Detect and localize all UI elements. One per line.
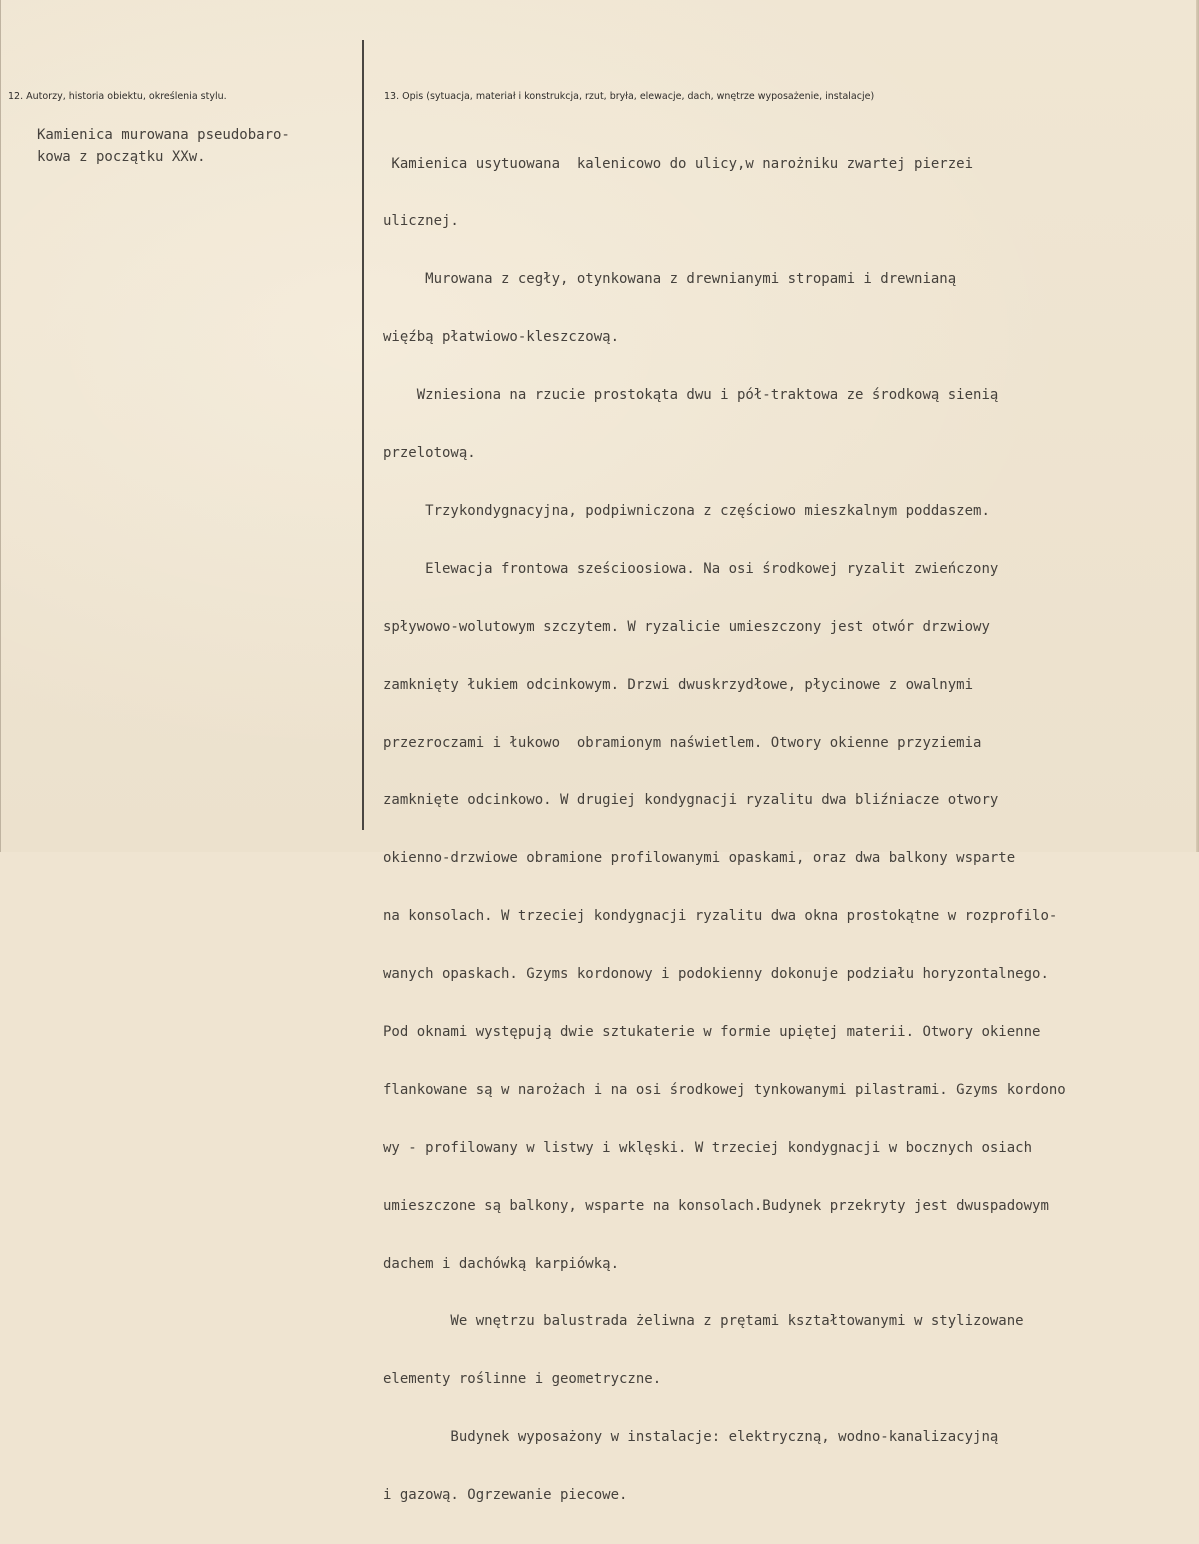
text-line: ulicznej. (383, 213, 459, 230)
text-line: i gazową. Ogrzewanie piecowe. (383, 1487, 628, 1504)
field-13-header: 13. Opis (sytuacja, materiał i konstrukcja, rzut, bryła, elewacje, dach, wnętrze wyposażenie, instalacje) (384, 91, 875, 102)
text-line: wy - profilowany w listwy i wklęski. W trzeciej kondygnacji w bocznych osiach (383, 1139, 1033, 1156)
text-line: przelotową. (383, 445, 476, 462)
text-line: Budynek wyposażony w instalacje: elektryczną, wodno-kanalizacyjną (383, 1429, 999, 1446)
text-line: wanych opaskach. Gzyms kordonowy i podokienny dokonuje podziału horyzontalnego. (383, 966, 1049, 983)
field-13-content (383, 116, 1198, 1544)
text-line: więźbą płatwiowo-kleszczową. (383, 329, 620, 346)
text-line: okienno-drzwiowe obramione profilowanymi opaskami, oraz dwa balkony wsparte (383, 850, 1016, 867)
text-line: Murowana z cegły, otynkowana z drewnianymi stropami i drewnianą (383, 271, 957, 288)
text-line: Kamienica murowana pseudobaro- (37, 127, 290, 143)
field-12-header: 12. Autorzy, historia obiektu, określenia stylu. (8, 91, 227, 102)
text-line: flankowane są w narożach i na osi środkowej tynkowanymi pilastrami. Gzyms kordono (383, 1081, 1066, 1098)
field-12-content (37, 124, 357, 168)
text-line: przezroczami i łukowo obramionym naświetlem. Otwory okienne przyziemia (383, 734, 982, 751)
text-line: Wzniesiona na rzucie prostokąta dwu i pół-traktowa ze środkową sienią (383, 387, 999, 404)
text-line: umieszczone są balkony, wsparte na konsolach.Budynek przekryty jest dwuspadowym (383, 1197, 1049, 1214)
column-divider (362, 40, 364, 830)
text-line: zamknięty łukiem odcinkowym. Drzwi dwuskrzydłowe, płycinowe z owalnymi (383, 676, 974, 693)
text-line: dachem i dachówką karpiówką. (383, 1255, 620, 1272)
text-line: zamknięte odcinkowo. W drugiej kondygnacji ryzalitu dwa bliźniacze otwory (383, 792, 999, 809)
text-line: spływowo-wolutowym szczytem. W ryzalicie umieszczony jest otwór drzwiowy (383, 618, 990, 635)
text-line: Pod oknami występują dwie sztukaterie w formie upiętej materii. Otwory okienne (383, 1023, 1041, 1040)
text-line: Trzykondygnacyjna, podpiwniczona z częściowo mieszkalnym poddaszem. (383, 502, 990, 519)
text-line: We wnętrzu balustrada żeliwna z prętami kształtowanymi w stylizowane (383, 1313, 1024, 1330)
text-line: na konsolach. W trzeciej kondygnacji ryzalitu dwa okna prostokątne w rozprofilo- (383, 908, 1058, 925)
text-line: kowa z początku XXw. (37, 149, 206, 165)
text-line: Elewacja frontowa sześcioosiowa. Na osi środkowej ryzalit zwieńczony (383, 560, 999, 577)
text-line: Kamienica usytuowana kalenicowo do ulicy,w narożniku zwartej pierzei (383, 155, 974, 172)
text-line: elementy roślinne i geometryczne. (383, 1371, 662, 1388)
